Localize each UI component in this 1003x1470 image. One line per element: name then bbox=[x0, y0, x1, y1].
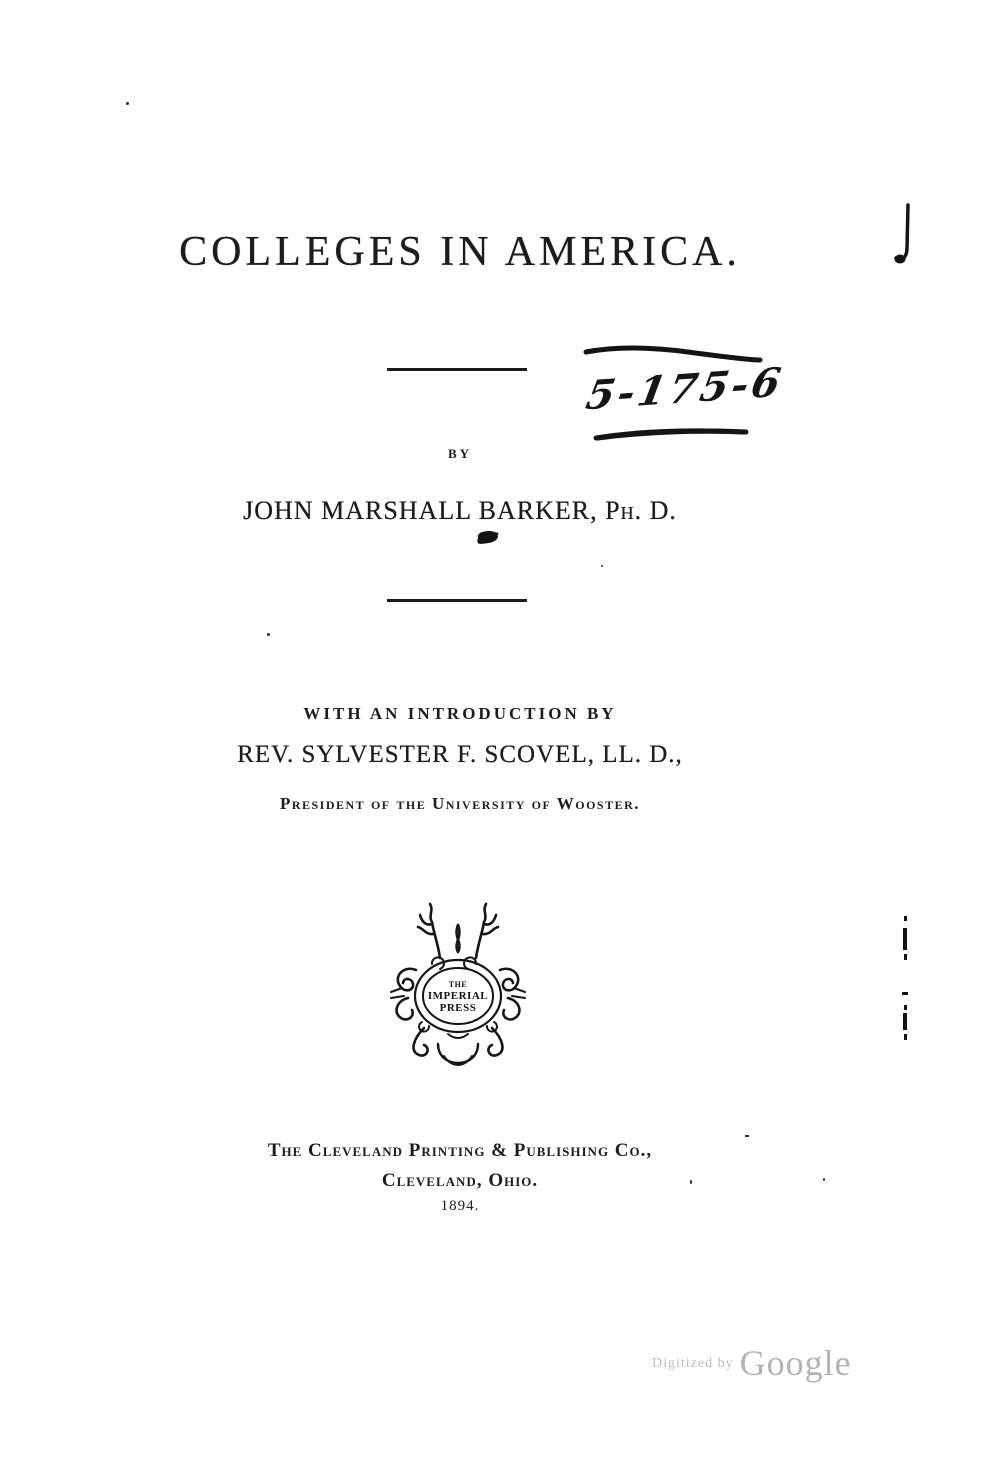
emblem-text-imperial: IMPERIAL bbox=[427, 990, 489, 1002]
margin-dash bbox=[904, 954, 907, 960]
imperial-press-emblem-icon bbox=[388, 898, 528, 1070]
margin-dash bbox=[904, 1034, 907, 1040]
margin-dash bbox=[904, 916, 907, 921]
handwritten-note bbox=[578, 338, 788, 450]
introduction-author: REV. SYLVESTER F. SCOVEL, LL. D., bbox=[237, 741, 683, 768]
author-line bbox=[0, 496, 920, 526]
publisher-place: Cleveland, Ohio. bbox=[381, 1170, 539, 1191]
publisher-name: The Cleveland Printing & Publishing Co., bbox=[267, 1140, 653, 1161]
page-title: COLLEGES IN AMERICA. bbox=[179, 229, 741, 275]
author-degree: Ph. D. bbox=[605, 496, 677, 525]
handwritten-number: 5-175-6 bbox=[582, 358, 788, 420]
scan-speck bbox=[267, 633, 270, 636]
author-name: JOHN MARSHALL BARKER, bbox=[243, 496, 598, 525]
google-logo: Google bbox=[739, 1343, 852, 1383]
scan-speck bbox=[126, 102, 129, 105]
digitized-watermark bbox=[652, 1342, 912, 1402]
introduction-label: WITH AN INTRODUCTION BY bbox=[303, 704, 617, 723]
margin-dash bbox=[904, 1005, 907, 1010]
scan-speck bbox=[745, 1135, 749, 1137]
scan-speck bbox=[601, 565, 603, 567]
divider-rule-top bbox=[387, 368, 527, 371]
publication-year: 1894. bbox=[440, 1198, 480, 1214]
ink-blot bbox=[477, 530, 498, 545]
margin-dash bbox=[903, 928, 907, 950]
margin-dash bbox=[902, 992, 908, 995]
pen-mark-icon bbox=[892, 202, 918, 272]
emblem-text-press: PRESS bbox=[439, 1002, 477, 1014]
introduction-author-title: President of the University of Wooster. bbox=[279, 794, 641, 813]
margin-dash bbox=[903, 1013, 907, 1030]
byline-label: BY bbox=[447, 446, 473, 461]
watermark-prefix: Digitized by bbox=[652, 1356, 734, 1371]
emblem-text-the: THE bbox=[448, 980, 468, 989]
divider-rule-bottom bbox=[387, 599, 527, 602]
